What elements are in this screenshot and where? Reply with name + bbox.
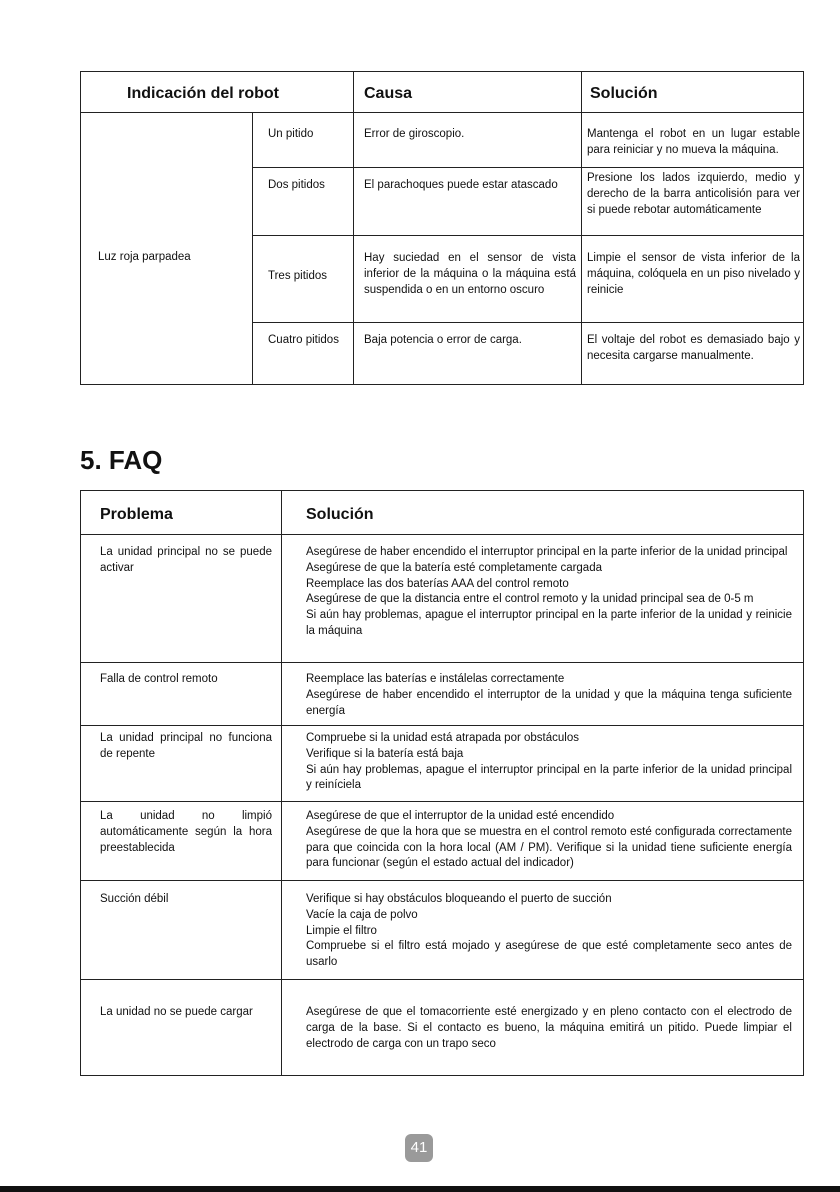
- solution-line: Verifique si la batería está baja: [306, 747, 464, 760]
- header-solution: Solución: [590, 85, 658, 102]
- faq-solution-cell: [306, 672, 792, 719]
- faq-solution-cell: [306, 1005, 792, 1052]
- faq-problem-cell: La unidad principal no funciona de repente: [100, 732, 272, 760]
- header-divider: [81, 534, 803, 535]
- solution-line: Asegúrese de que la batería esté completamente cargada: [306, 561, 602, 574]
- page-number-badge: 41: [405, 1134, 433, 1162]
- solution-line: Compruebe si la unidad está atrapada por obstáculos: [306, 732, 579, 744]
- header-solution: Solución: [306, 506, 374, 523]
- solution-cell: Presione los lados izquierdo, medio y derecho de la barra anticolisión para ver si puede rebotar automáticamente: [587, 172, 800, 216]
- table-header-row: [81, 72, 803, 113]
- solution-line: Vacíe la caja de polvo: [306, 908, 418, 921]
- beeps-cell: Un pitido: [268, 128, 314, 140]
- faq-solution-cell: [306, 545, 792, 640]
- solution-line: Asegúrese de que la distancia entre el control remoto y la unidad principal sea de 0-5 m: [306, 593, 754, 606]
- solution-line: Reemplace las dos baterías AAA del control remoto: [306, 577, 569, 590]
- solution-line: Si aún hay problemas, apague el interruptor principal en la parte inferior de la unidad y reinicie la máquina: [306, 609, 792, 637]
- beeps-cell: Dos pitidos: [268, 179, 325, 191]
- solution-line: Compruebe si el filtro está mojado y asegúrese de que esté completamente seco antes de usarlo: [306, 940, 792, 969]
- solution-line: Verifique si hay obstáculos bloqueando el puerto de succión: [306, 893, 612, 905]
- solution-line: Asegúrese de que el interruptor de la unidad esté encendido: [306, 810, 615, 822]
- header-problem: Problema: [100, 506, 173, 523]
- row-divider: [252, 235, 803, 236]
- column-divider: [281, 491, 282, 1075]
- faq-section-title: 5. FAQ: [80, 445, 163, 475]
- bottom-edge-bar: [0, 1186, 840, 1192]
- cause-cell: El parachoques puede estar atascado: [364, 179, 558, 191]
- header-indication: Indicación del robot: [127, 85, 280, 102]
- solution-cell: Limpie el sensor de vista inferior de la máquina, colóquela en un piso nivelado y reinicie: [587, 252, 800, 296]
- column-divider: [581, 72, 582, 384]
- indication-cell: Luz roja parpadea: [98, 251, 191, 263]
- column-divider: [353, 72, 354, 384]
- solution-cell: El voltaje del robot es demasiado bajo y necesita cargarse manualmente.: [587, 334, 800, 362]
- solution-line: Limpie el filtro: [306, 924, 377, 937]
- faq-problem-cell: La unidad principal no se puede activar: [100, 546, 272, 574]
- faq-solution-cell: [306, 892, 792, 971]
- robot-indication-table: [80, 71, 804, 385]
- faq-problem-cell: Falla de control remoto: [100, 673, 218, 685]
- cause-cell: Hay suciedad en el sensor de vista inferior de la máquina o la máquina está suspendida o en un entorno oscuro: [364, 252, 576, 296]
- faq-problem-cell: La unidad no se puede cargar: [100, 1006, 253, 1018]
- faq-table: [80, 490, 804, 1076]
- cause-cell: Error de giroscopio.: [364, 128, 465, 140]
- faq-problem-cell: Succión débil: [100, 893, 169, 905]
- solution-line: Asegúrese de que el tomacorriente esté energizado y en pleno contacto con el electrodo de carga de la base. Si el contacto es bueno, la máquina emitirá un pitido. Puede limpiar el electrodo de carga con un trapo seco: [306, 1006, 792, 1050]
- solution-line: Si aún hay problemas, apague el interruptor principal en la parte inferior de la unidad principal y reiníciela: [306, 763, 792, 792]
- solution-line: Asegúrese de haber encendido el interruptor de la unidad y que la máquina tenga suficiente energía: [306, 688, 792, 717]
- cause-cell: Baja potencia o error de carga.: [364, 334, 522, 346]
- row-divider: [81, 725, 803, 726]
- column-divider: [252, 113, 253, 384]
- row-divider: [252, 322, 803, 323]
- row-divider: [252, 167, 803, 168]
- header-cause: Causa: [364, 85, 413, 102]
- solution-cell: Mantenga el robot en un lugar estable para reiniciar y no mueva la máquina.: [587, 128, 800, 156]
- beeps-cell: Tres pitidos: [268, 270, 328, 282]
- row-divider: [81, 662, 803, 663]
- solution-line: Reemplace las baterías e instálelas correctamente: [306, 673, 565, 685]
- faq-solution-cell: [306, 731, 792, 794]
- row-divider: [81, 979, 803, 980]
- solution-line: Asegúrese de haber encendido el interruptor principal en la parte inferior de la unidad principal: [306, 546, 788, 558]
- row-divider: [81, 880, 803, 881]
- solution-line: Asegúrese de que la hora que se muestra en el control remoto esté configurada correctamente para que coincida con la hora local (AM / PM). Verifique si la unidad tiene suficiente energía para funcionar (según el estado actual del indicador): [306, 825, 792, 870]
- beeps-cell: Cuatro pitidos: [268, 334, 339, 346]
- row-divider: [81, 801, 803, 802]
- faq-problem-cell: La unidad no limpió automáticamente según la hora preestablecida: [100, 810, 272, 854]
- faq-solution-cell: [306, 809, 792, 872]
